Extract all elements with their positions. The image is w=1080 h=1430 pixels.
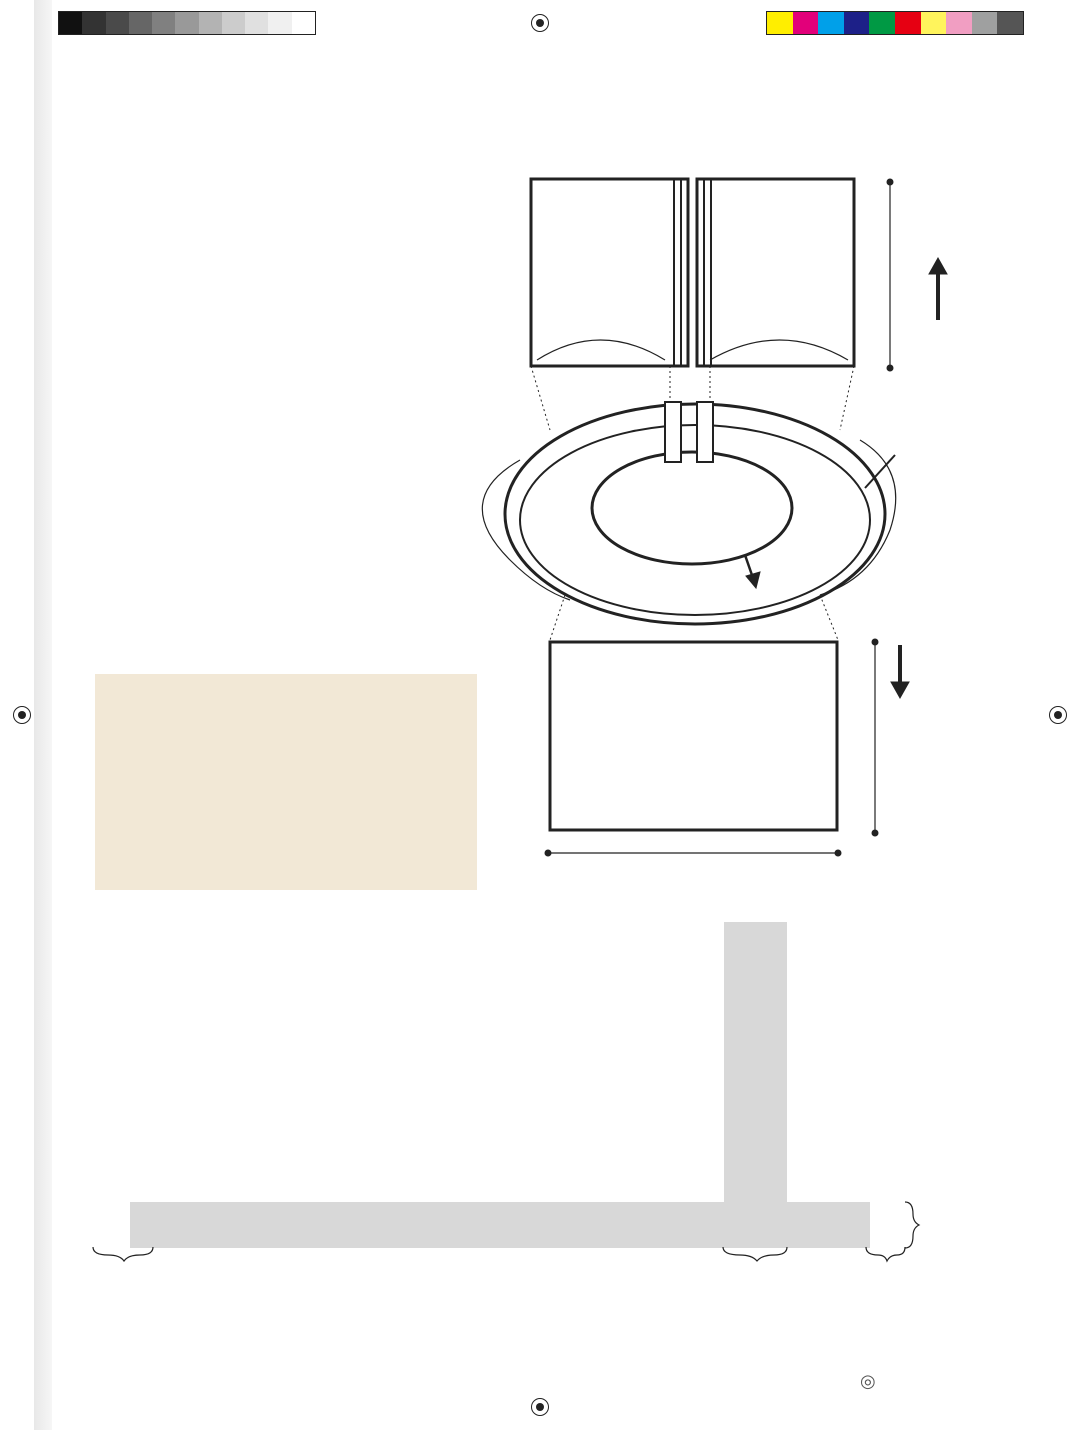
chart-bracket-marks [90, 1245, 910, 1265]
grayscale-calibration-bar [58, 11, 316, 35]
watermark-text [860, 1368, 876, 1393]
collar-ring [592, 452, 792, 564]
binding-spine [34, 0, 52, 1430]
left-back-panel [697, 179, 854, 366]
registration-mark-right [1049, 706, 1067, 724]
yoke-outer-ring [505, 404, 885, 624]
pattern-c-stitch-chart [90, 920, 910, 1260]
registration-mark-bottom [531, 1398, 549, 1416]
color-calibration-bar [766, 11, 1024, 35]
registration-mark-top [531, 14, 549, 32]
right-back-panel [531, 179, 688, 366]
front-panel [550, 642, 837, 830]
wechat-icon: ◎ [860, 1371, 876, 1392]
registration-mark-left [13, 706, 31, 724]
garment-schematic [420, 170, 1020, 880]
layer-bracket [903, 1200, 923, 1250]
